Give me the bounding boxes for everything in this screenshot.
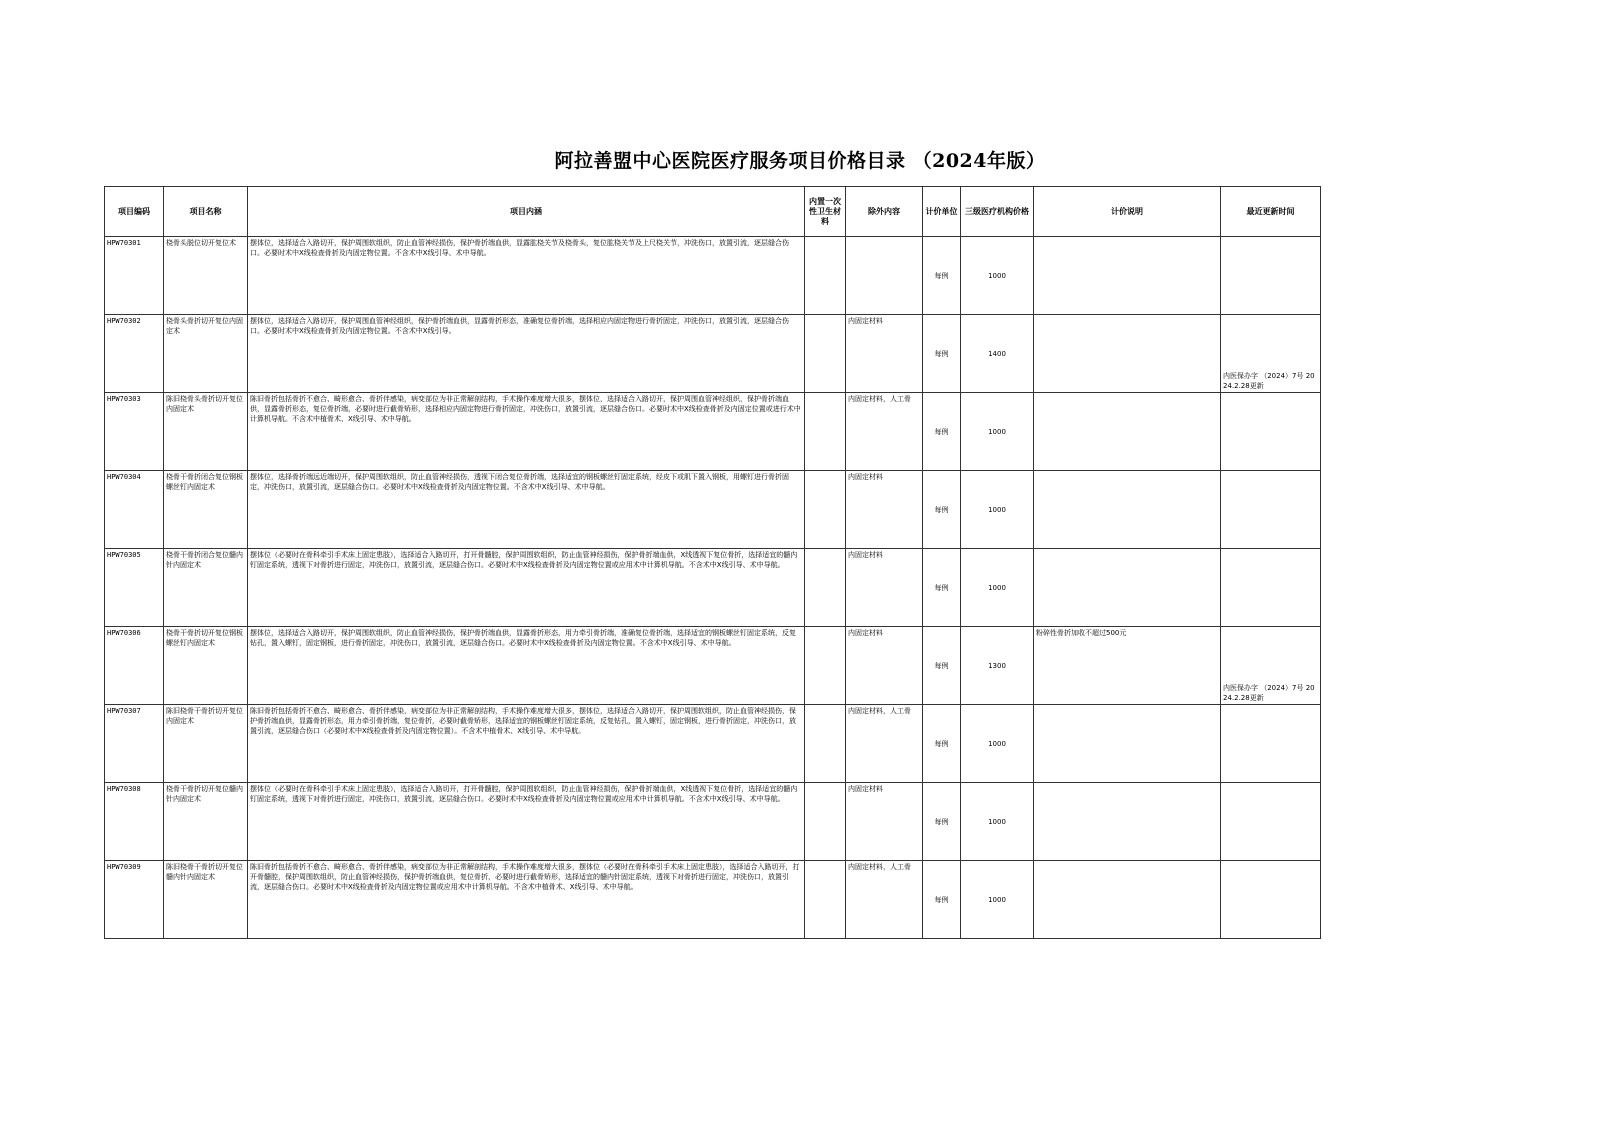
cell-code: HPW70309 — [105, 861, 164, 939]
cell-note — [1034, 471, 1221, 549]
cell-price: 1400 — [961, 315, 1034, 393]
cell-name: 陈旧桡骨干骨折切开复位内固定术 — [164, 705, 248, 783]
cell-note: 粉碎性骨折加收不超过500元 — [1034, 627, 1221, 705]
cell-price: 1000 — [961, 705, 1034, 783]
cell-unit: 每例 — [923, 237, 961, 315]
table-row — [105, 627, 1321, 705]
cell-code: HPW70304 — [105, 471, 164, 549]
header-updated: 最近更新时间 — [1221, 187, 1321, 237]
cell-unit: 每例 — [923, 705, 961, 783]
cell-name: 桡骨干骨折切开复位髓内针内固定术 — [164, 783, 248, 861]
cell-name: 桡骨干骨折闭合复位钢板螺丝钉内固定术 — [164, 471, 248, 549]
cell-code: HPW70308 — [105, 783, 164, 861]
cell-updated — [1221, 705, 1321, 783]
header-content: 项目内涵 — [248, 187, 805, 237]
cell-updated: 内医保办字 （2024）7号 2024.2.28更新 — [1221, 627, 1321, 705]
cell-content: 摆体位，选择适合入路切开，保护周围血管神经组织，保护骨折端血供，显露骨折形态，准确复位骨折端，选择相应内固定物进行骨折固定，冲洗伤口，放置引流，逐层缝合伤口。必要时术中X线检查骨折及内固定物位置。不含术中X线引导。 — [248, 315, 805, 393]
table-header-row — [105, 187, 1321, 237]
cell-updated — [1221, 861, 1321, 939]
cell-unit: 每例 — [923, 861, 961, 939]
cell-content: 摆体位，选择骨折端远近端切开，保护周围软组织，防止血管神经损伤，透视下闭合复位骨折端，选择适宜的钢板螺丝钉固定系统，经皮下或肌下置入钢板，用螺钉进行骨折固定，冲洗伤口，放置引流，逐层缝合伤口。必要时术中X线检查骨折及内固定物位置。不含术中X线引导、术中导航。 — [248, 471, 805, 549]
table-row — [105, 549, 1321, 627]
cell-built-in — [805, 237, 846, 315]
document-title: 阿拉善盟中心医院医疗服务项目价格目录 （2024年版） — [554, 150, 1046, 172]
cell-price: 1000 — [961, 549, 1034, 627]
cell-price: 1000 — [961, 471, 1034, 549]
cell-price: 1300 — [961, 627, 1034, 705]
header-name: 项目名称 — [164, 187, 248, 237]
cell-content: 摆体位（必要时在骨科牵引手术床上固定患肢），选择适合入路切开，打开骨髓腔，保护周围软组织，防止血管神经损伤，保护骨折端血供，X线透视下复位骨折，选择适宜的髓内钉固定系统，透视下对骨折进行固定，冲洗伤口，放置引流，逐层缝合伤口。必要时术中X线检查骨折及内固定物位置或应用术中计算机导航。不含术中X线引导、术中导航。 — [248, 549, 805, 627]
cell-excluded — [846, 237, 923, 315]
cell-excluded: 内固定材料 — [846, 549, 923, 627]
cell-code: HPW70303 — [105, 393, 164, 471]
cell-updated — [1221, 237, 1321, 315]
cell-note — [1034, 393, 1221, 471]
header-note: 计价说明 — [1034, 187, 1221, 237]
cell-code: HPW70302 — [105, 315, 164, 393]
cell-excluded: 内固定材料 — [846, 315, 923, 393]
table-row — [105, 471, 1321, 549]
cell-excluded: 内固定材料 — [846, 627, 923, 705]
cell-built-in — [805, 549, 846, 627]
table-body — [105, 237, 1321, 939]
cell-excluded: 内固定材料，人工骨 — [846, 861, 923, 939]
cell-unit: 每例 — [923, 471, 961, 549]
cell-excluded: 内固定材料 — [846, 783, 923, 861]
table-row — [105, 237, 1321, 315]
cell-built-in — [805, 627, 846, 705]
cell-note — [1034, 315, 1221, 393]
cell-updated — [1221, 471, 1321, 549]
cell-price: 1000 — [961, 393, 1034, 471]
header-code: 项目编码 — [105, 187, 164, 237]
table-row — [105, 315, 1321, 393]
cell-name: 桡骨干骨折切开复位钢板螺丝钉内固定术 — [164, 627, 248, 705]
cell-content: 摆体位，选择适合入路切开，保护周围软组织，防止血管神经损伤，保护骨折端血供，显露骨折形态，用力牵引骨折端，准确复位骨折端，选择适宜的钢板螺丝钉固定系统，反复钻孔，置入螺钉，固定钢板，进行骨折固定，冲洗伤口，放置引流，逐层缝合伤口。必要时术中X线检查骨折及内固定物位置。不含术中X线引导、术中导航。 — [248, 627, 805, 705]
header-excluded: 除外内容 — [846, 187, 923, 237]
cell-price: 1000 — [961, 861, 1034, 939]
cell-updated: 内医保办字 （2024）7号 2024.2.28更新 — [1221, 315, 1321, 393]
cell-excluded: 内固定材料 — [846, 471, 923, 549]
cell-name: 陈旧桡骨干骨折切开复位髓内针内固定术 — [164, 861, 248, 939]
cell-unit: 每例 — [923, 783, 961, 861]
table-row — [105, 783, 1321, 861]
table-row — [105, 393, 1321, 471]
cell-unit: 每例 — [923, 549, 961, 627]
cell-excluded: 内固定材料，人工骨 — [846, 393, 923, 471]
cell-code: HPW70305 — [105, 549, 164, 627]
cell-name: 桡骨头脱位切开复位术 — [164, 237, 248, 315]
price-table — [104, 186, 1321, 939]
header-price: 三级医疗机构价格 — [961, 187, 1034, 237]
cell-name: 桡骨头骨折切开复位内固定术 — [164, 315, 248, 393]
cell-note — [1034, 705, 1221, 783]
cell-note — [1034, 783, 1221, 861]
cell-price: 1000 — [961, 237, 1034, 315]
cell-note — [1034, 861, 1221, 939]
cell-updated — [1221, 549, 1321, 627]
cell-content: 陈旧骨折包括骨折不愈合、畸形愈合、骨折伴感染，病变部位为非正常解剖结构，手术操作难度增大很多，摆体位，选择适合入路切开，保护周围血管神经组织，保护骨折端血供，显露骨折形态，复位骨折端，必要时进行截骨矫形，选择相应内固定物进行骨折固定，冲洗伤口，放置引流，逐层缝合伤口。必要时术中X线检查骨折及内固定位置或进行术中计算机导航。不含术中植骨术、X线引导、术中导航。 — [248, 393, 805, 471]
table-row — [105, 861, 1321, 939]
cell-content: 陈旧骨折包括骨折不愈合、畸形愈合、骨折伴感染，病变部位为非正常解剖结构，手术操作难度增大很多，摆体位，选择适合入路切开，保护周围软组织，防止血管神经损伤，保护骨折端血供，显露骨折形态，用力牵引骨折端，复位骨折，必要时截骨矫形，选择适宜的钢板螺丝钉固定系统，反复钻孔，置入螺钉，固定钢板，进行骨折固定，冲洗伤口，放置引流，逐层缝合伤口（必要时术中X线检查骨折及内固定物位置）。不含术中植骨术、X线引导、术中导航。 — [248, 705, 805, 783]
cell-name: 桡骨干骨折闭合复位髓内针内固定术 — [164, 549, 248, 627]
cell-code: HPW70306 — [105, 627, 164, 705]
cell-content: 陈旧骨折包括骨折不愈合、畸形愈合、骨折伴感染，病变部位为非正常解剖结构，手术操作难度增大很多，摆体位（必要时在骨科牵引手术床上固定患肢），选择适合入路切开，打开骨髓腔，保护周围软组织，防止血管神经损伤，保护骨折端血供，复位骨折，必要时进行截骨矫形，选择适宜的髓内针固定系统，透视下对骨折进行固定，冲洗伤口，放置引流，逐层缝合伤口。必要时术中X线检查骨折及内固定物位置或应用术中计算机导航。不含术中植骨术、X线引导、术中导航。 — [248, 861, 805, 939]
cell-content: 摆体位（必要时在骨科牵引手术床上固定患肢），选择适合入路切开，打开骨髓腔，保护周围软组织，防止血管神经损伤，保护骨折端血供，X线透视下复位骨折，选择适宜的髓内钉固定系统，透视下对骨折进行固定，冲洗伤口，放置引流，逐层缝合伤口。必要时术中X线检查骨折及内固定物位置或应用术中计算机导航。不含术中X线引导、术中导航。 — [248, 783, 805, 861]
cell-note — [1034, 549, 1221, 627]
cell-built-in — [805, 471, 846, 549]
cell-unit: 每例 — [923, 627, 961, 705]
table-row — [105, 705, 1321, 783]
cell-unit: 每例 — [923, 393, 961, 471]
cell-code: HPW70301 — [105, 237, 164, 315]
header-unit: 计价单位 — [923, 187, 961, 237]
cell-built-in — [805, 393, 846, 471]
cell-built-in — [805, 861, 846, 939]
cell-name: 陈旧桡骨头骨折切开复位内固定术 — [164, 393, 248, 471]
cell-built-in — [805, 705, 846, 783]
cell-updated — [1221, 783, 1321, 861]
cell-price: 1000 — [961, 783, 1034, 861]
cell-excluded: 内固定材料，人工骨 — [846, 705, 923, 783]
cell-note — [1034, 237, 1221, 315]
cell-built-in — [805, 783, 846, 861]
header-built-in: 内置一次性卫生材料 — [805, 187, 846, 237]
cell-unit: 每例 — [923, 315, 961, 393]
cell-built-in — [805, 315, 846, 393]
cell-code: HPW70307 — [105, 705, 164, 783]
cell-updated — [1221, 393, 1321, 471]
cell-content: 摆体位，选择适合入路切开，保护周围软组织，防止血管神经损伤，保护骨折端血供，显露肱桡关节及桡骨头，复位肱桡关节及上尺桡关节，冲洗伤口，放置引流，逐层缝合伤口。必要时术中X线检查骨折及内固定物位置。不含术中X线引导、术中导航。 — [248, 237, 805, 315]
